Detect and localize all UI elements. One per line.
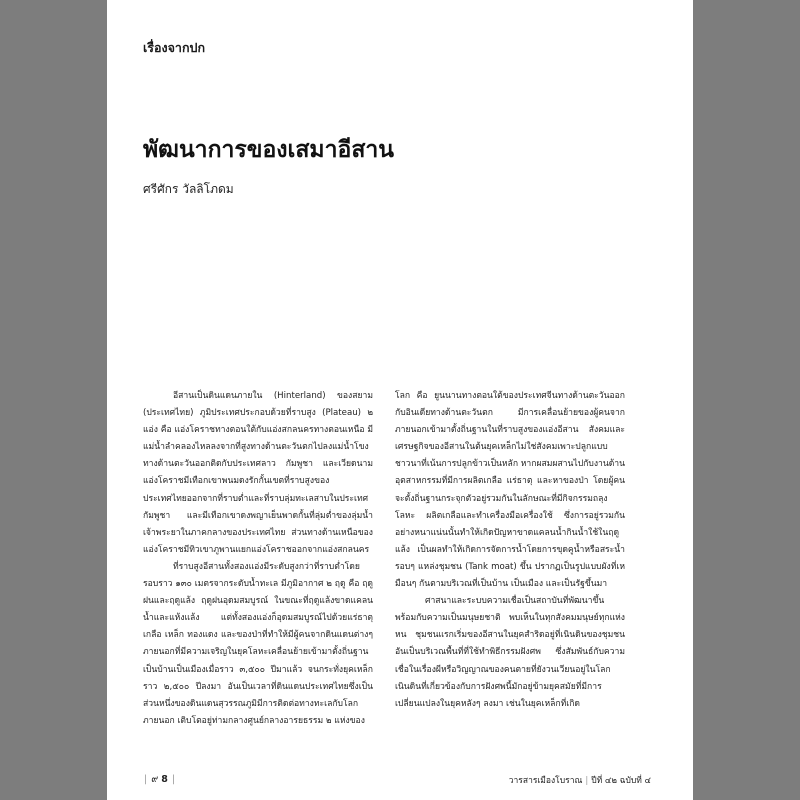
section-label: เรื่องจากปก — [143, 40, 206, 55]
paragraph: โลก คือ ยูนนานทางตอนใต้ของประเทศจีนทางด้านตะวันออกกับอินเดียทางด้านตะวันตก มีการเคลื่อนย้ายของผู้คนจากภายนอกเข้ามาตั้งถิ่นฐานในที่ราบสูงของแอ่งอีสาน สังคมและเศรษฐกิจของอีสานในต้นยุคเหล็กไม่ใช่สังคมเพาะปลูกแบบชาวนาที่เน้นการปลูกข้าวเป็นหลัก หากผสมผสานไปกับงานด้านอุตสาหกรรมที่มีการผลิตเกลือ แร่ธาตุ และหาของป่า โดยผู้คนจะตั้งถิ่นฐานกระจุกตัวอยู่รวมกันในลักษณะที่มีกิจกรรมถลุงโลหะ ผลิตเกลือและทำเครื่องมือเครื่องใช้ ซึ่งการอยู่รวมกันอย่างหนาแน่นนั้นทำให้เกิดปัญหาขาดแคลนน้ำกินน้ำใช้ในฤดูแล้ง เป็นผลทำให้เกิดการจัดการน้ำโดยการขุดคูน้ำหรือสระน้ำรอบๆ แหล่งชุมชน (Tank moat) ขึ้น ปรากฏเป็นรูปแบบผังที่เหมือนๆ กันตามบริเวณที่เป็นบ้าน เป็นเมือง และเป็นรัฐขึ้นมา — [395, 391, 625, 590]
page-number-thai: ๙ — [151, 774, 159, 785]
paragraph: ศาสนาและระบบความเชื่อเป็นสถาบันที่พัฒนาขึ้นพร้อมกับความเป็นมนุษยชาติ พบเห็นในทุกสังคมมนุษย์ทุกแห่งหน ชุมชนแรกเริ่มของอีสานในยุคสำริดอยู่ที่เนินดินของชุมชน อันเป็นบริเวณพื้นที่ที่ใช้ทำพิธีกรรมฝังศพ ซึ่งสัมพันธ์กับความเชื่อในเรื่องผีหรือวิญญาณของคนตายที่ยังวนเวียนอยู่ในโลก เนินดินที่เกี่ยวข้องกับการฝังศพนี้มักอยู่ข้ามยุคสมัยที่มีการเปลี่ยนแปลงในยุคหลังๆ ลงมา เช่นในยุคเหล็กที่เกิด — [395, 596, 625, 709]
divider: | — [144, 774, 148, 785]
article-title: พัฒนาการของเสมาอีสาน — [143, 137, 395, 163]
divider: | — [585, 776, 589, 786]
paragraph: อีสานเป็นดินแดนภายใน (Hinterland) ของสยาม (ประเทศไทย) ภูมิประเทศประกอบด้วยที่ราบสูง (Plateau) ๒ แอ่ง คือ แอ่งโคราชทางตอนใต้กับแอ่งสกลนครทางตอนเหนือ มีแม่น้ำลำคลองไหลลงจากที่สูงทางด้านตะวันตกไปลงแม่น้ำโขงทางด้านตะวันออกติดกับประเทศลาว กัมพูชา และเวียดนาม แอ่งโคราชมีเทือกเขาพนมดงรักกั้นเขตที่ราบสูงของประเทศไทยออกจากที่ราบต่ำและที่ราบลุ่มทะเลสาบในประเทศกัมพูชา และมีเทือกเขาดงพญาเย็นพาดกั้นที่ลุ่มต่ำของลุ่มน้ำเจ้าพระยาในภาคกลางของประเทศไทย ส่วนทางด้านเหนือของแอ่งโคราชมีทิวเขาภูพานแยกแอ่งโคราชออกจากแอ่งสกลนคร — [143, 391, 373, 555]
body-column-right — [395, 388, 625, 713]
page-number-arabic: 8 — [161, 774, 168, 785]
journal-issue: ปีที่ ๔๒ ฉบับที่ ๔ — [591, 776, 651, 786]
journal-footer — [509, 773, 651, 787]
article-author: ศรีศักร วัลลิโภดม — [143, 182, 234, 196]
journal-name: วารสารเมืองโบราณ — [508, 776, 583, 786]
paragraph: ที่ราบสูงอีสานทั้งสองแอ่งมีระดับสูงกว่าที่ราบต่ำโดยรอบราว ๑๓๐ เมตรจากระดับน้ำทะเล มีภูมิอากาศ ๒ ฤดู คือ ฤดูฝนและฤดูแล้ง ฤดูฝนอุดมสมบูรณ์ ในขณะที่ฤดูแล้งขาดแคลนน้ำและแห้งแล้ง แต่ทั้งสองแอ่งก็อุดมสมบูรณ์ไปด้วยแร่ธาตุ เกลือ เหล็ก ทองแดง และของป่าที่ทำให้มีผู้คนจากดินแดนต่างๆ ภายนอกที่มีความเจริญในยุคโลหะเคลื่อนย้ายเข้ามาตั้งถิ่นฐานเป็นบ้านเป็นเมืองเมื่อราว ๓,๕๐๐ ปีมาแล้ว จนกระทั่งยุคเหล็กราว ๒,๕๐๐ ปีลงมา อันเป็นเวลาที่ดินแดนประเทศไทยซึ่งเป็นส่วนหนึ่งของดินแดนสุวรรณภูมิมีการติดต่อทางทะเลกับโลกภายนอก เติบโตอยู่ท่ามกลางศูนย์กลางอารยธรรม ๒ แห่งของ — [143, 561, 373, 726]
body-column-left — [143, 388, 373, 730]
divider: | — [171, 774, 176, 785]
page-number — [140, 772, 179, 787]
document-page — [107, 0, 693, 800]
